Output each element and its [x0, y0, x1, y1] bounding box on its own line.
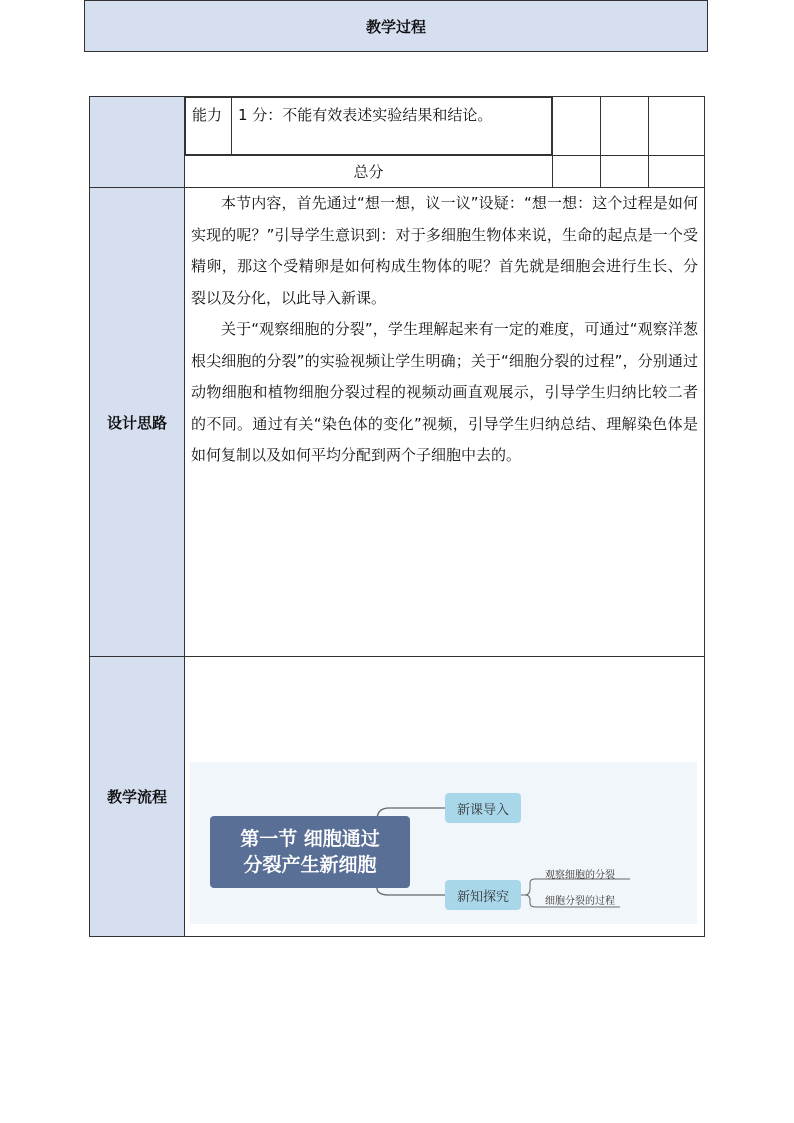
- ability-row: [185, 97, 553, 156]
- mindmap-leaf-observe: 观察细胞的分裂: [545, 870, 615, 881]
- mindmap-leaf-process: 细胞分裂的过程: [545, 896, 615, 907]
- lesson-mindmap: [190, 762, 697, 924]
- ability-label: 能力: [186, 98, 232, 155]
- page-header: [84, 0, 708, 52]
- mindmap-node-explore: [445, 880, 521, 910]
- mindmap-root-node: [210, 816, 410, 888]
- header-title: 教学过程: [365, 17, 426, 36]
- design-paragraph-2: 关于“观察细胞的分裂”，学生理解起来有一定的难度，可通过“观察洋葱根尖细胞的分裂”的实验视频让学生明确；关于“细胞分裂的过程”，分别通过动物细胞和植物细胞分裂过程的视频动画直观展示，引导学生归纳比较二者的不同。通过有关“染色体的变化”视频，引导学生归纳总结、理解染色体是如何复制以及如何平均分配到两个子细胞中去的。: [191, 320, 698, 464]
- node-explore-label: 新知探究: [456, 889, 509, 905]
- total-label: 总分: [185, 156, 553, 188]
- root-line-2: 分裂产生新细胞: [243, 854, 377, 876]
- design-content: [185, 188, 705, 657]
- total-score-cell: [601, 156, 649, 188]
- score-cell: [649, 97, 705, 156]
- blank-label-cell: [90, 97, 185, 188]
- mindmap-node-intro: [445, 793, 521, 823]
- root-line-1: 第一节 细胞通过: [240, 828, 380, 850]
- node-intro-label: 新课导入: [456, 802, 509, 818]
- total-score-cell: [553, 156, 601, 188]
- score-cell: [553, 97, 601, 156]
- design-label: 设计思路: [90, 188, 185, 657]
- ability-description: 1 分：不能有效表述实验结果和结论。: [232, 98, 552, 155]
- design-paragraph-1: 本节内容，首先通过“想一想，议一议”设疑：“想一想：这个过程是如何实现的呢？”引导学生意识到：对于多细胞生物体来说，生命的起点是一个受精卵，那这个受精卵是如何构成生物体的呢？首先就是细胞会进行生长、分裂以及分化，以此导入新课。: [191, 194, 698, 307]
- flow-label: 教学流程: [90, 657, 185, 937]
- score-cell: [601, 97, 649, 156]
- total-score-cell: [649, 156, 705, 188]
